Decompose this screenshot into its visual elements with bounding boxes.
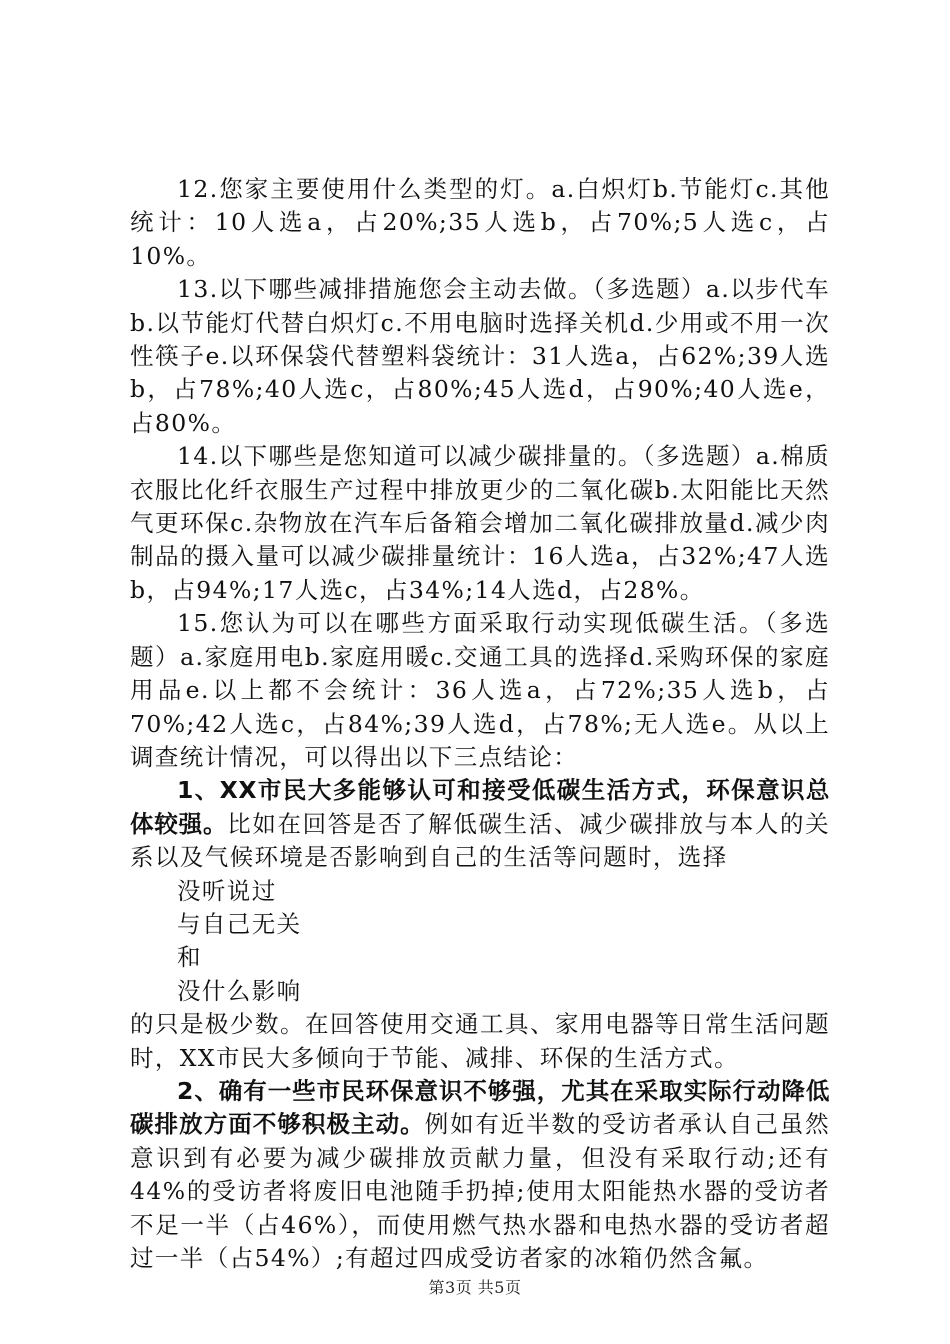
paragraph-q14: 14.以下哪些是您知道可以减少碳排量的。（多选题）a.棉质衣服比化纤衣服生产过程中排放更少的二氧化碳b.太阳能比天然气更环保c.杂物放在汽车后备箱会增加二氧化碳排放量d.减少肉制品的摄入量可以减少碳排量统计：16人选a，占32%;47人选b，占94%;17人选c，占34%;14人选d，占28%。 <box>130 442 830 604</box>
paragraph-q12: 12.您家主要使用什么类型的灯。a.白炽灯b.节能灯c.其他统计：10人选a，占20%;35人选b，占70%;5人选c，占10%。 <box>130 175 830 270</box>
document-body <box>130 173 830 1275</box>
choice-not-heard: 没听说过 <box>177 876 277 905</box>
page-number: 第3页 共5页 <box>428 1278 522 1297</box>
choice-and: 和 <box>177 943 202 972</box>
paragraph-conclusion-1-tail: 的只是极少数。在回答使用交通工具、家用电器等日常生活问题时，XX市民大多倾向于节能、减排、环保的生活方式。 <box>130 1010 830 1072</box>
paragraph-q15: 15.您认为可以在哪些方面采取行动实现低碳生活。（多选题）a.家庭用电b.家庭用暖c.交通工具的选择d.采购环保的家庭用品e.以上都不会统计：36人选a，占72%;35人选b，占70%;42人选c，占84%;39人选d，占78%;无人选e。从以上调查统计情况，可以得出以下三点结论： <box>130 609 830 771</box>
conclusion-1-text: 比如在回答是否了解低碳生活、减少碳排放与本人的关系以及气候环境是否影响到自己的生活等问题时，选择 <box>130 809 830 872</box>
choice-no-impact: 没什么影响 <box>177 976 302 1005</box>
paragraph-q13: 13.以下哪些减排措施您会主动去做。（多选题）a.以步代车b.以节能灯代替白炽灯c.不用电脑时选择关机d.少用或不用一次性筷子e.以环保袋代替塑料袋统计：31人选a，占62%;39人选b，占78%;40人选c，占80%;45人选d，占90%;40人选e，占80%。 <box>130 275 830 437</box>
conclusion-2-text: 例如有近半数的受访者承认自己虽然意识到有必要为减少碳排放贡献力量，但没有采取行动;还有44%的受访者将废旧电池随手扔掉;使用太阳能热水器的受访者不足一半（占46%），而使用燃气热水器和电热水器的受访者超过一半（占54%）;有超过四成受访者家的冰箱仍然含氟。 <box>130 1110 831 1272</box>
conclusion-1-heading: 1、XX市民大多能够认可和接受低碳生活方式，环保意识总体较强。 <box>130 776 830 838</box>
paragraph-conclusion-2 <box>130 1075 830 1275</box>
conclusion-2-heading: 2、确有一些市民环保意识不够强，尤其在采取实际行动降低碳排放方面不够积极主动。 <box>130 1076 830 1139</box>
paragraph-conclusion-1 <box>130 774 830 874</box>
choice-unrelated: 与自己无关 <box>177 909 302 938</box>
